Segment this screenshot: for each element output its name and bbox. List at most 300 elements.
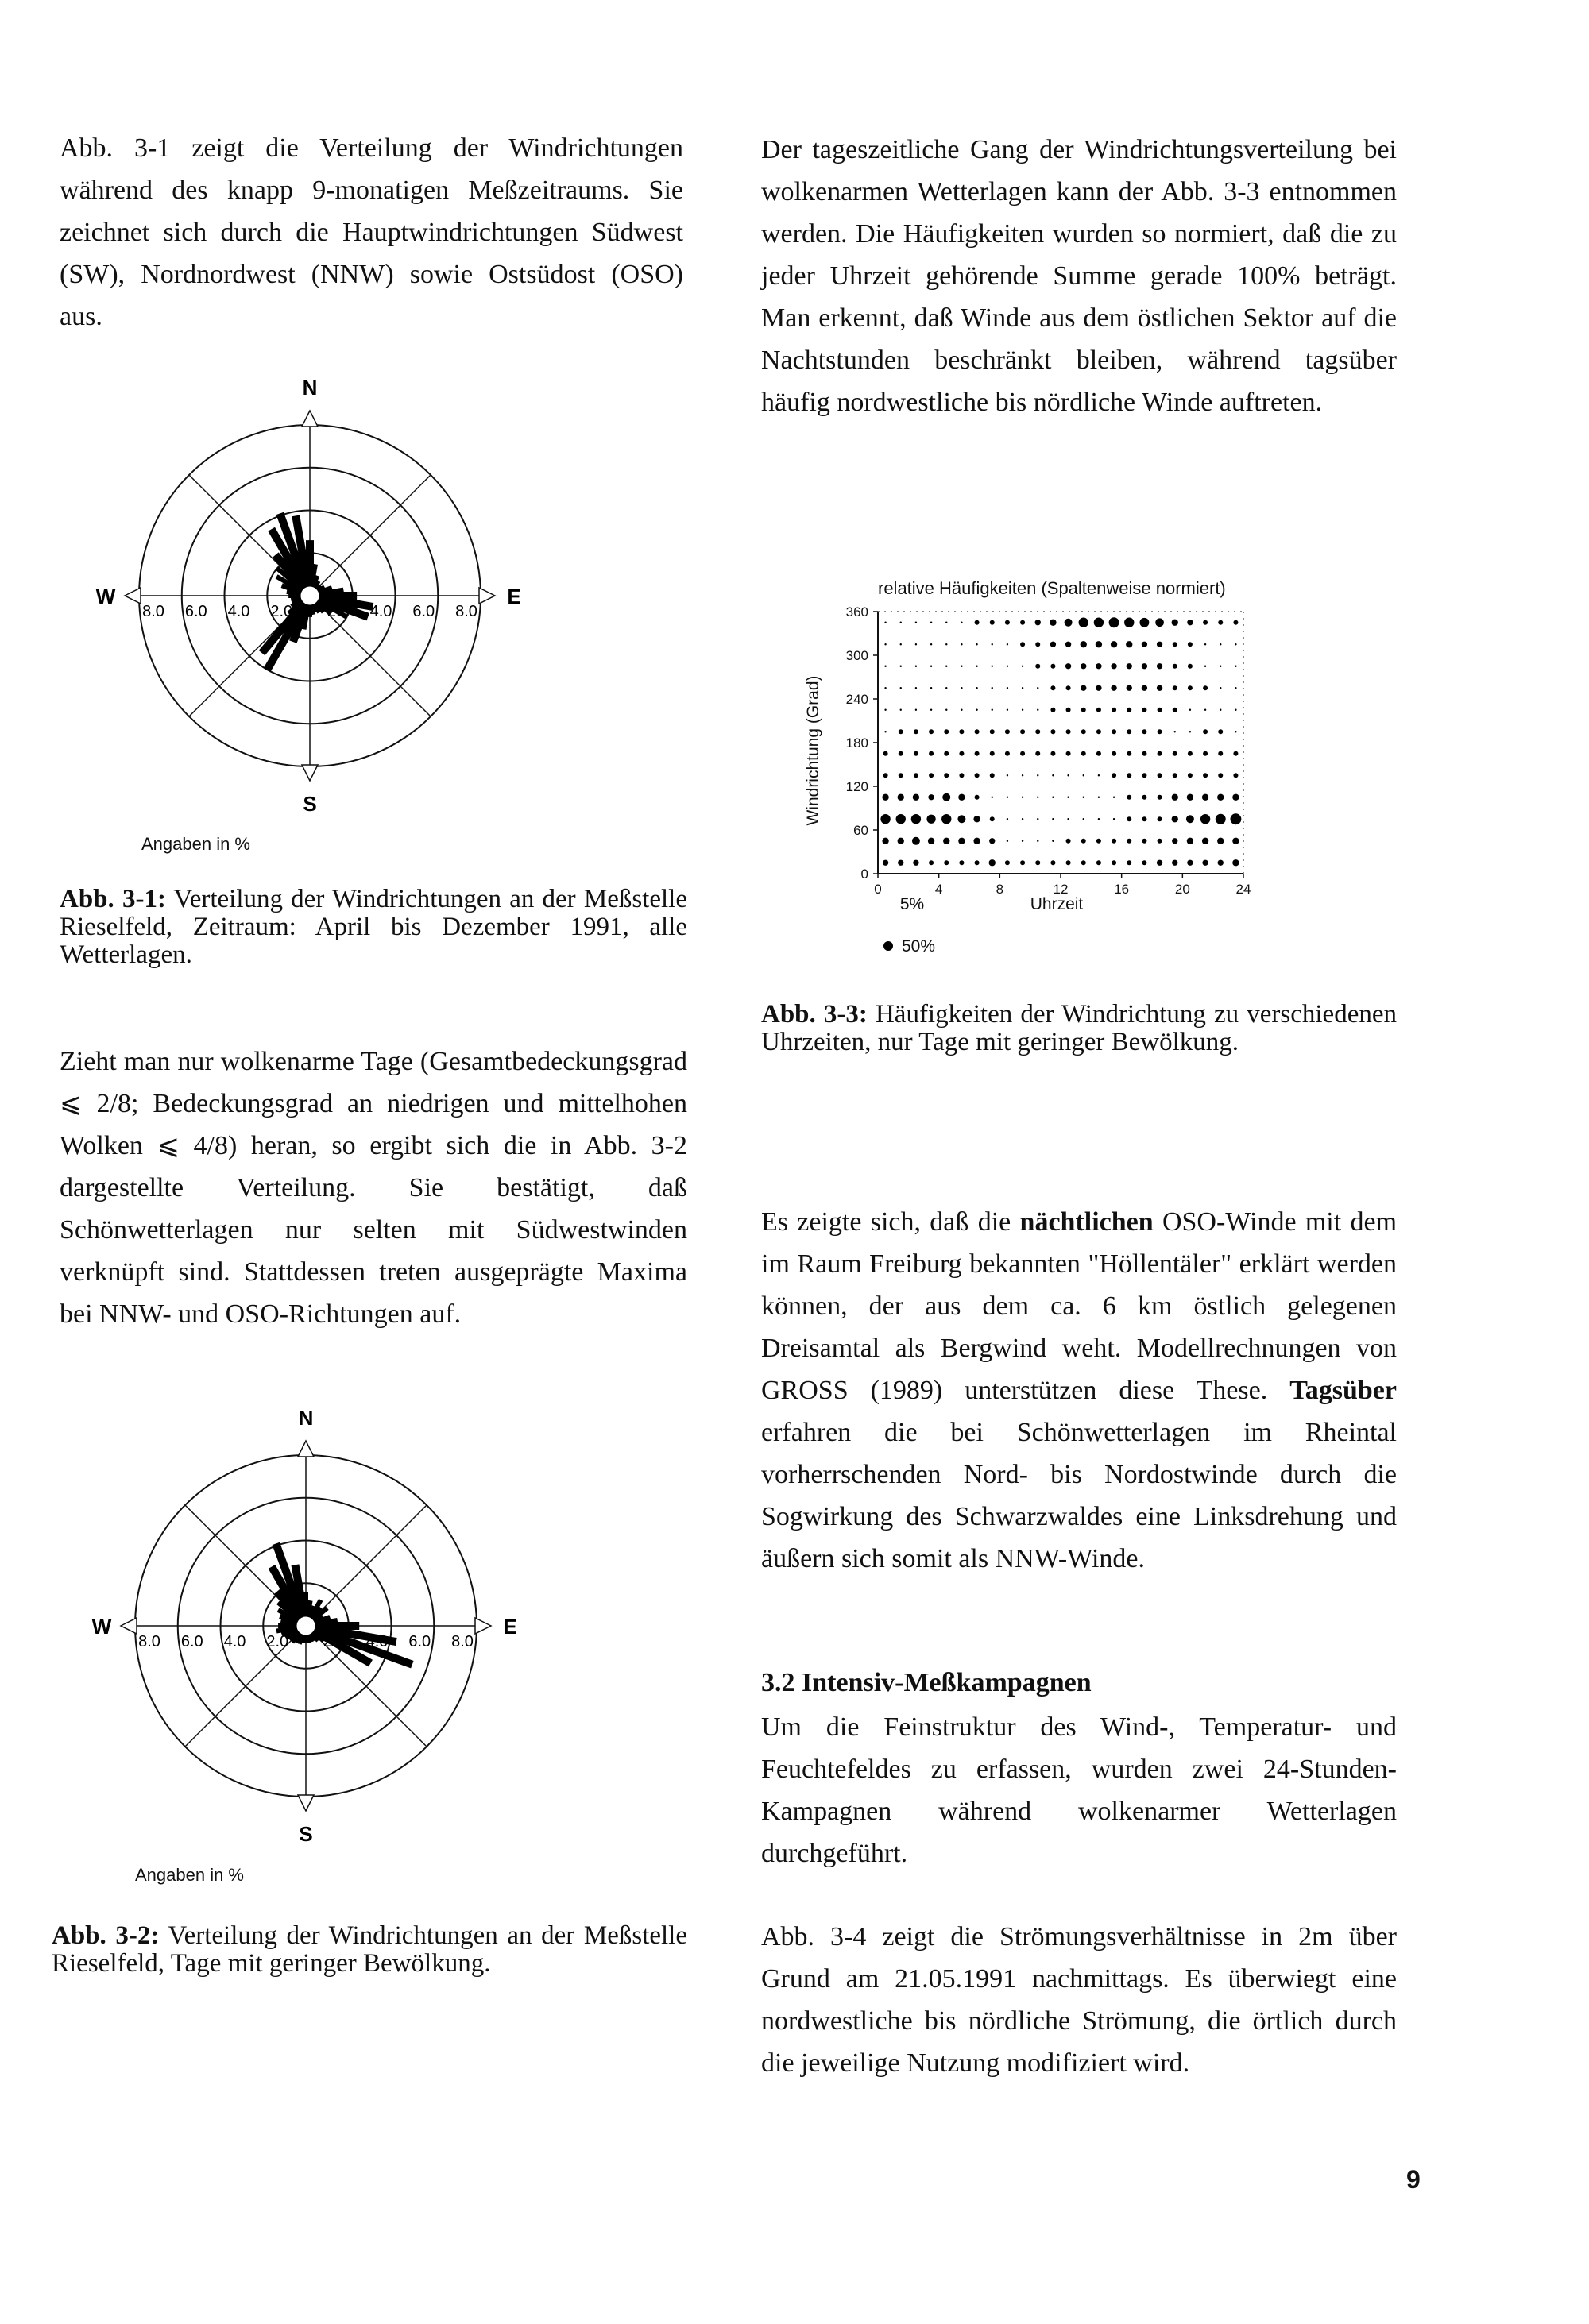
compass-east-label: E bbox=[507, 585, 521, 608]
scatter-dot bbox=[929, 860, 934, 865]
diurnal-paragraph: Der tageszeitliche Gang der Windrichtungsverteilung bei wolkenarmen Wetterlagen kann der Abb. 3-3 entnommen werden. Die Häufigkeiten wurden so normiert, daß die zu jeder Uhrzeit gehörende Summe gerade 100% beträgt. Man erkennt, daß Winde aus dem östlichen Sektor auf die Nachtstunden beschränkt bleiben, während tagsüber häufig nordwestliche bis nördliche Winde auftreten. bbox=[761, 135, 1397, 417]
ring-label-right: 2.0 bbox=[323, 1633, 346, 1650]
scatter-dot bbox=[942, 793, 950, 801]
scatter-dot bbox=[1142, 751, 1146, 756]
scatter-dot bbox=[990, 751, 995, 756]
scatter-dot bbox=[896, 814, 906, 824]
scatter-dot bbox=[1203, 685, 1208, 690]
ring-label-left: 4.0 bbox=[227, 603, 250, 620]
scatter-dot bbox=[1158, 795, 1162, 800]
scatter-dot bbox=[944, 773, 949, 778]
scatter-dot bbox=[1094, 618, 1104, 627]
y-axis-label: Windrichtung (Grad) bbox=[804, 675, 822, 826]
scatter-dot bbox=[959, 751, 964, 756]
scatter-dot bbox=[1052, 818, 1054, 820]
south-arrow bbox=[298, 1795, 314, 1811]
scatter-dot bbox=[1112, 860, 1116, 865]
ring-label-right: 4.0 bbox=[365, 1633, 389, 1650]
scatter-dot bbox=[928, 794, 934, 800]
scatter-dot bbox=[1127, 816, 1131, 821]
scatter-dot bbox=[1037, 687, 1038, 689]
scatter-dot bbox=[1098, 818, 1100, 820]
x-tick-label: 0 bbox=[874, 882, 882, 897]
scatter-dot bbox=[961, 643, 962, 645]
scatter-dot bbox=[1081, 729, 1086, 734]
caption-label: Abb. 3-2: bbox=[52, 1921, 160, 1950]
ring-label-left: 2.0 bbox=[266, 1633, 289, 1650]
units-note-1: Angaben in % bbox=[141, 834, 250, 854]
scatter-dot bbox=[945, 622, 947, 623]
scatter-dot bbox=[1065, 663, 1071, 669]
scatter-dot bbox=[1186, 815, 1194, 823]
scatter-dot bbox=[1081, 708, 1086, 712]
scatter-dot bbox=[900, 622, 902, 623]
scatter-dot bbox=[915, 709, 917, 711]
scatter-dot bbox=[1188, 773, 1193, 778]
wind-rose-chart-2 bbox=[91, 1396, 544, 1848]
scatter-dot bbox=[899, 773, 903, 778]
scatter-dot bbox=[1174, 731, 1176, 732]
scatter-dot bbox=[1083, 818, 1084, 820]
caption-text: Häufigkeiten der Windrichtung zu verschiedenen Uhrzeiten, nur Tage mit geringer Bewölkung. bbox=[761, 1000, 1397, 1056]
scatter-dot bbox=[1127, 663, 1132, 669]
scatter-dot bbox=[1067, 797, 1069, 798]
scatter-dot bbox=[1126, 641, 1132, 647]
scatter-dot bbox=[1230, 813, 1241, 824]
page-number: 9 bbox=[1406, 2165, 1421, 2194]
ring-label-right: 2.0 bbox=[327, 603, 350, 620]
scatter-dot bbox=[975, 773, 980, 778]
scatter-dot bbox=[1007, 840, 1008, 842]
scatter-dot bbox=[1112, 708, 1116, 712]
scatter-dot bbox=[975, 620, 980, 625]
scatter-dot bbox=[1232, 859, 1239, 866]
scatter-dot bbox=[1187, 860, 1193, 866]
ring-label-left: 6.0 bbox=[180, 1633, 203, 1650]
scatter-dot bbox=[1050, 664, 1055, 669]
scatter-dot bbox=[1007, 797, 1008, 798]
scatter-dot bbox=[1081, 751, 1086, 756]
scatter-dot bbox=[1050, 642, 1056, 647]
scatter-dot bbox=[1188, 685, 1193, 690]
scatter-dot bbox=[1124, 618, 1134, 627]
night-day-paragraph bbox=[761, 1201, 1397, 1580]
scatter-dot bbox=[1158, 839, 1162, 844]
scatter-dot bbox=[1172, 816, 1178, 822]
scatter-dot bbox=[911, 814, 921, 824]
scatter-dot bbox=[1007, 666, 1008, 667]
scatter-dot bbox=[1172, 620, 1178, 626]
x-axis-label: Uhrzeit bbox=[1030, 895, 1084, 913]
scatter-dot bbox=[1083, 797, 1084, 798]
scatter-dot bbox=[1007, 643, 1008, 645]
scatter-dot bbox=[1096, 860, 1101, 865]
scatter-dot bbox=[1232, 838, 1239, 844]
scatter-dot bbox=[992, 797, 993, 798]
scatter-dot bbox=[1127, 751, 1131, 756]
frequency-scatter-chart bbox=[787, 572, 1303, 969]
scatter-dot bbox=[1005, 751, 1010, 756]
scatter-dot bbox=[1035, 664, 1040, 669]
legend-label-large: 50% bbox=[902, 937, 936, 955]
scatter-dot bbox=[1096, 685, 1101, 691]
scatter-dot bbox=[898, 794, 904, 801]
scatter-dot bbox=[1050, 685, 1055, 690]
scatter-dot bbox=[975, 795, 980, 800]
figure-3-2-caption bbox=[52, 1922, 687, 1978]
scatter-dot bbox=[1216, 814, 1226, 824]
y-tick-label: 60 bbox=[853, 823, 868, 838]
scatter-dot bbox=[992, 666, 993, 667]
scatter-dot bbox=[1037, 818, 1038, 820]
scatter-dot bbox=[899, 729, 903, 734]
compass-west-label: W bbox=[95, 585, 116, 608]
scatter-dot bbox=[883, 751, 888, 756]
rose-diagonal bbox=[310, 475, 431, 596]
west-arrow bbox=[121, 1618, 137, 1634]
scatter-dot bbox=[975, 729, 980, 734]
scatter-dot bbox=[1022, 797, 1023, 798]
scatter-dot bbox=[1203, 773, 1208, 778]
scatter-dot bbox=[1218, 620, 1223, 625]
scatter-dot bbox=[1066, 751, 1071, 756]
scatter-dot bbox=[1098, 774, 1100, 776]
scatter-dot bbox=[1096, 708, 1101, 712]
scatter-dot bbox=[1127, 685, 1132, 691]
legend-dot-large bbox=[883, 941, 893, 951]
ring-label-left: 6.0 bbox=[184, 603, 207, 620]
scatter-dot bbox=[1022, 709, 1023, 711]
y-tick-label: 120 bbox=[845, 779, 868, 794]
scatter-dot bbox=[1096, 729, 1101, 734]
scatter-dot bbox=[944, 751, 949, 756]
scatter-dot bbox=[926, 815, 935, 824]
scatter-dot bbox=[1005, 729, 1010, 734]
scatter-dot bbox=[1158, 751, 1162, 756]
scatter-dot bbox=[976, 687, 977, 689]
text-run: OSO-Winde mit dem im Raum Freiburg bekannten "Höllentäler" erklärt werden können, der aus dem ca. 6 km östlich gelegenen Dreisamtal als Bergwind weht. Modellrechnungen von GROSS (1989) unterstützen diese These. bbox=[761, 1207, 1398, 1405]
scatter-dot bbox=[1066, 708, 1071, 712]
scatter-dot bbox=[1189, 731, 1191, 732]
scatter-dot bbox=[1127, 839, 1131, 844]
scatter-dot bbox=[1202, 860, 1208, 866]
scatter-dot bbox=[1052, 774, 1054, 776]
scatter-dot bbox=[1142, 839, 1146, 844]
x-tick-label: 24 bbox=[1235, 882, 1251, 897]
scatter-dot bbox=[1035, 642, 1040, 647]
scatter-dot bbox=[930, 622, 932, 623]
scatter-dot bbox=[914, 729, 918, 734]
scatter-dot bbox=[961, 687, 962, 689]
scatter-dot bbox=[976, 666, 977, 667]
scatter-dot bbox=[1007, 774, 1008, 776]
scatter-dot bbox=[1173, 664, 1177, 669]
scatter-dot bbox=[884, 622, 886, 623]
rose-center bbox=[296, 1616, 316, 1636]
scatter-dot bbox=[1142, 642, 1147, 647]
scatter-dot bbox=[1127, 795, 1131, 800]
scatter-dot bbox=[1203, 729, 1208, 734]
scatter-dot bbox=[941, 814, 951, 824]
scatter-dot bbox=[930, 666, 932, 667]
scatter-dot bbox=[1187, 838, 1193, 844]
scatter-dot bbox=[1112, 839, 1116, 844]
scatter-dot bbox=[880, 814, 890, 824]
scatter-dot bbox=[1173, 751, 1177, 756]
scatter-dot bbox=[1007, 818, 1008, 820]
scatter-dot bbox=[945, 687, 947, 689]
scatter-dot bbox=[1233, 620, 1238, 625]
x-tick-label: 12 bbox=[1053, 882, 1069, 897]
scatter-dot bbox=[1066, 839, 1071, 844]
scatter-dot bbox=[1022, 687, 1023, 689]
scatter-dot bbox=[945, 666, 947, 667]
scatter-dot bbox=[975, 860, 980, 865]
scatter-dot bbox=[1005, 620, 1010, 625]
scatter-dot bbox=[1035, 860, 1040, 865]
bold-term-day: Tagsüber bbox=[1289, 1376, 1397, 1405]
scatter-dot bbox=[1112, 729, 1116, 734]
scatter-dot bbox=[1111, 641, 1117, 647]
scatter-dot bbox=[1020, 729, 1025, 734]
scatter-dot bbox=[1022, 818, 1023, 820]
figure-3-3-caption bbox=[761, 1001, 1397, 1056]
scatter-dot bbox=[1173, 708, 1177, 712]
scatter-dot bbox=[900, 643, 902, 645]
scatter-dot bbox=[1020, 860, 1025, 865]
scatter-dot bbox=[990, 729, 995, 734]
scatter-dot bbox=[1081, 839, 1086, 844]
scatter-dot bbox=[899, 751, 903, 756]
scatter-dot bbox=[930, 687, 932, 689]
scatter-dot bbox=[1220, 687, 1221, 689]
scatter-dot bbox=[882, 838, 888, 844]
scatter-dot bbox=[1204, 709, 1206, 711]
scatter-dot bbox=[1096, 641, 1102, 647]
scatter-dot bbox=[959, 729, 964, 734]
scatter-dot bbox=[1020, 620, 1025, 625]
scatter-dot bbox=[1142, 708, 1146, 712]
scatter-dot bbox=[944, 729, 949, 734]
ring-label-right: 8.0 bbox=[451, 1633, 474, 1650]
east-arrow bbox=[475, 1618, 491, 1634]
scatter-dot bbox=[1035, 729, 1040, 734]
scatter-dot bbox=[1022, 840, 1023, 842]
y-tick-label: 180 bbox=[845, 735, 868, 751]
scatter-dot bbox=[1066, 685, 1071, 690]
scatter-dot bbox=[973, 838, 980, 844]
scatter-dot bbox=[884, 731, 886, 732]
wind-rose-chart-1 bbox=[95, 365, 548, 818]
scatter-dot bbox=[1035, 751, 1040, 756]
scatter-dot bbox=[1096, 663, 1101, 669]
compass-west-label: W bbox=[91, 1615, 112, 1639]
scatter-dot bbox=[1172, 838, 1177, 844]
scatter-dot bbox=[1111, 685, 1116, 691]
scatter-dot bbox=[1112, 751, 1116, 756]
caption-text: Verteilung der Windrichtungen an der Meßstelle Rieselfeld, Zeitraum: April bis Dezember 1991, alle Wetterlagen. bbox=[60, 885, 687, 969]
scatter-dot bbox=[945, 709, 947, 711]
scatter-dot bbox=[976, 709, 977, 711]
scatter-dot bbox=[1096, 839, 1101, 844]
scatter-dot bbox=[961, 709, 962, 711]
scatter-dot bbox=[884, 643, 886, 645]
scatter-dot bbox=[1142, 685, 1147, 691]
scatter-dot bbox=[912, 837, 920, 845]
scatter-dot bbox=[1187, 620, 1193, 625]
scatter-dot bbox=[930, 643, 932, 645]
scatter-dot bbox=[1157, 663, 1162, 669]
scatter-dot bbox=[1203, 620, 1208, 625]
caption-label: Abb. 3-3: bbox=[761, 1000, 868, 1029]
scatter-dot bbox=[1142, 816, 1146, 821]
scatter-dot bbox=[1020, 642, 1025, 647]
compass-north-label: N bbox=[298, 1406, 314, 1430]
scatter-dot bbox=[1158, 816, 1162, 821]
scatter-dot bbox=[1142, 860, 1146, 865]
north-arrow bbox=[298, 1441, 314, 1457]
scatter-dot bbox=[1037, 774, 1038, 776]
scatter-dot bbox=[1066, 860, 1071, 865]
scatter-dot bbox=[1232, 794, 1239, 801]
scatter-dot bbox=[975, 751, 980, 756]
scatter-dot bbox=[883, 773, 888, 778]
ring-label-left: 2.0 bbox=[270, 603, 293, 620]
ring-label-right: 6.0 bbox=[412, 603, 435, 620]
compass-south-label: S bbox=[303, 792, 317, 816]
scatter-dot bbox=[1083, 774, 1084, 776]
scatter-dot bbox=[1235, 687, 1236, 689]
scatter-dot bbox=[914, 751, 918, 756]
scatter-dot bbox=[1050, 751, 1055, 756]
scatter-dot bbox=[1189, 709, 1191, 711]
scatter-dot bbox=[1217, 794, 1224, 801]
text-run: Es zeigte sich, daß die bbox=[761, 1207, 1020, 1237]
scatter-dot bbox=[1052, 797, 1054, 798]
scatter-dot bbox=[990, 816, 995, 821]
scatter-dot bbox=[1220, 643, 1221, 645]
ring-label-left: 8.0 bbox=[142, 603, 164, 620]
compass-north-label: N bbox=[302, 376, 318, 400]
scatter-dot bbox=[1020, 751, 1025, 756]
scatter-dot bbox=[1052, 840, 1054, 842]
units-note-2: Angaben in % bbox=[135, 1865, 244, 1885]
scatter-dot bbox=[1096, 751, 1101, 756]
scatter-dot bbox=[961, 622, 962, 623]
scatter-dot bbox=[900, 666, 902, 667]
scatter-dot bbox=[913, 860, 918, 866]
scatter-dot bbox=[1218, 729, 1223, 734]
x-tick-label: 20 bbox=[1174, 882, 1190, 897]
scatter-dot bbox=[1220, 709, 1221, 711]
scatter-dot bbox=[1158, 708, 1162, 712]
compass-south-label: S bbox=[299, 1822, 313, 1846]
scatter-dot bbox=[1158, 773, 1162, 778]
y-tick-label: 300 bbox=[845, 648, 868, 663]
scatter-dot bbox=[928, 838, 934, 844]
x-tick-label: 8 bbox=[996, 882, 1004, 897]
scatter-dot bbox=[1187, 794, 1193, 801]
ring-label-right: 4.0 bbox=[369, 603, 392, 620]
scatter-dot bbox=[913, 794, 919, 801]
scatter-dot bbox=[930, 709, 932, 711]
scatter-dot bbox=[1188, 751, 1193, 756]
scatter-dot bbox=[1188, 664, 1193, 669]
chart-title: relative Häufigkeiten (Spaltenweise normiert) bbox=[878, 578, 1226, 598]
scatter-dot bbox=[1037, 709, 1038, 711]
ring-label-right: 6.0 bbox=[408, 1633, 431, 1650]
scatter-dot bbox=[1005, 860, 1010, 865]
scatter-dot bbox=[989, 838, 995, 844]
caption-text: Verteilung der Windrichtungen an der Meßstelle Rieselfeld, Tage mit geringer Bewölkung. bbox=[52, 1921, 687, 1978]
campaign-paragraph: Um die Feinstruktur des Wind-, Temperatur- und Feuchtefeldes zu erfassen, wurden zwei 24-Stunden-Kampagnen während wolkenarmer Wetterlagen durchgeführt. bbox=[761, 1712, 1397, 1868]
scatter-dot bbox=[961, 666, 962, 667]
scatter-dot bbox=[1202, 838, 1208, 844]
scatter-dot bbox=[990, 620, 995, 625]
scatter-dot bbox=[929, 751, 934, 756]
scatter-dot bbox=[1204, 643, 1206, 645]
scatter-dot bbox=[945, 643, 947, 645]
scatter-dot bbox=[1050, 620, 1056, 626]
scatter-dot bbox=[1079, 618, 1088, 627]
legend-label-small: 5% bbox=[899, 895, 925, 913]
scatter-dot bbox=[958, 838, 965, 844]
scatter-dot bbox=[959, 860, 964, 865]
figure-3-1-caption bbox=[60, 886, 687, 969]
scatter-dot bbox=[1067, 774, 1069, 776]
ring-label-left: 4.0 bbox=[223, 1633, 246, 1650]
scatter-dot bbox=[1217, 838, 1224, 844]
scatter-dot bbox=[1081, 663, 1086, 669]
scatter-dot bbox=[1172, 860, 1177, 866]
scatter-dot bbox=[929, 729, 934, 734]
scatter-dot bbox=[1235, 666, 1236, 667]
scatter-dot bbox=[990, 773, 995, 778]
scatter-dot bbox=[1142, 795, 1146, 800]
scatter-dot bbox=[1233, 751, 1238, 756]
scatter-dot bbox=[1037, 840, 1038, 842]
rose-center bbox=[300, 585, 320, 606]
scatter-dot bbox=[1050, 708, 1055, 712]
scatter-dot bbox=[1142, 773, 1146, 778]
scatter-dot bbox=[1050, 729, 1055, 734]
scatter-dot bbox=[973, 816, 980, 822]
y-tick-label: 240 bbox=[845, 692, 868, 707]
ring-label-right: 8.0 bbox=[455, 603, 477, 620]
scatter-dot bbox=[914, 773, 918, 778]
scatter-dot bbox=[1066, 729, 1071, 734]
scatter-dot bbox=[1218, 773, 1223, 778]
scatter-dot bbox=[1218, 860, 1224, 866]
scatter-dot bbox=[1142, 729, 1146, 734]
y-tick-label: 360 bbox=[845, 604, 868, 620]
scatter-dot bbox=[883, 860, 888, 866]
ring-label-left: 8.0 bbox=[138, 1633, 160, 1650]
scatter-dot bbox=[1173, 773, 1177, 778]
bold-term-night: nächtlichen bbox=[1019, 1207, 1154, 1237]
scatter-dot bbox=[944, 860, 949, 865]
scatter-dot bbox=[929, 773, 934, 778]
scatter-dot bbox=[1067, 818, 1069, 820]
caption-label: Abb. 3-1: bbox=[60, 885, 166, 913]
scatter-dot bbox=[959, 773, 964, 778]
text-run: erfahren die bei Schönwetterlagen im Rheintal vorherrschenden Nord- bis Nordostwinde durch die Sogwirkung des Schwarzwaldes eine Linksdrehung und äußern sich somit als NNW-Winde. bbox=[761, 1418, 1397, 1573]
section-heading: 3.2 Intensiv-Meßkampagnen bbox=[761, 1668, 1092, 1697]
scatter-dot bbox=[1127, 729, 1131, 734]
scatter-dot bbox=[1155, 618, 1164, 627]
scatter-dot bbox=[1204, 666, 1206, 667]
scatter-dot bbox=[1188, 642, 1193, 647]
